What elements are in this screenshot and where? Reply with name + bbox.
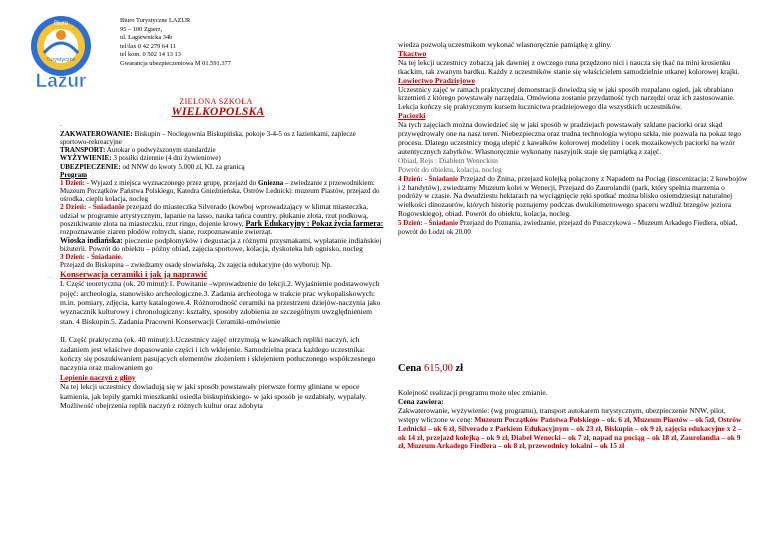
return-text: Powrót do obiektu, kolacja, nocleg xyxy=(398,164,502,174)
program-heading: Program xyxy=(60,170,88,179)
agency-line: tel kom. 0 502 14 13 13 xyxy=(120,51,181,59)
day2-label: 2 Dzień: xyxy=(60,202,87,212)
hunting-text: Uczestnicy zajęć w ramach praktycznej demonstracji dowiedzą się w jaki sposób rozpalano ogień, jak obrabiano krzemień z którego powstawały narzędzia. Omówiona zostanie przydatność tych narzędzi oraz ich zastosowanie. Lekcja kończy się praktycznym kursem łucznictwa pradziejowego dla wszystkich uczestników. xyxy=(398,84,735,112)
price-line xyxy=(398,363,463,374)
price-label: Cena xyxy=(398,363,424,374)
day1-label: 1 Dzień: xyxy=(60,178,86,187)
day3-text: Przejazd do Biskupina – zwiedzamy osadę słowiańską, 2x zajęcia edukacyjne (do wyboru): Np. xyxy=(60,261,332,270)
accommodation-text: Biskupin – Noclegownia Biskupińska, pokoje 3-4-5 os z łazienkami, zaplecze sportowo-rekreacyjne xyxy=(60,130,356,147)
weaving-heading: Tkactwo xyxy=(398,48,427,58)
day4-breakfast: - Śniadanie xyxy=(422,174,459,183)
includes-paragraph xyxy=(398,407,748,452)
beads-heading: Paciorki xyxy=(398,111,426,121)
logo-graphic xyxy=(24,13,98,93)
day3-breakfast: - Śniadanie. xyxy=(85,253,123,262)
agency-line: Biuro Turystyczne LAZUR xyxy=(120,17,191,24)
accommodation-label: ZAKWATEROWANIE: xyxy=(60,130,133,138)
day1-paragraph xyxy=(60,179,386,203)
included-list: – ok. 6 zł, Muzeum Piastów – ok 5zł, Ostrów Lednicki – ok 6 zł, Silverado z Parkiem Edukacyjnym – ok 23 zł, Biskupin – ok 9 zł, zajęcia edukacyjne x 2 – ok 14 zł, przejazd kolejką – ok 9 zł, Diabeł Wenecki – ok 7 zł, napad na pociąg – ok 18 zł, Zaurolandia – ok 9 zł, Muzeum Arkadego Fiedlera – ok 8 zł, przewodnicy lokalni – ok 15 zł xyxy=(398,414,742,451)
accommodation-paragraph xyxy=(60,130,386,146)
dash-mark: - xyxy=(60,124,62,129)
insurance-text: od NNW do kwoty 5.000 zł, KL za granicą xyxy=(120,162,245,171)
clay-heading: Lepienie naczyń z gliny xyxy=(60,372,136,382)
ceramics-heading: Konserwacja ceramiki i jak ją naprawić xyxy=(60,268,208,279)
agency-contact xyxy=(120,17,231,69)
lunch-cruise: Obiad, Rejs : Diabłem Weneckim xyxy=(398,155,498,165)
transport-text: Autokar o podwyższonym standardzie xyxy=(105,146,216,155)
day3-heading xyxy=(60,253,386,261)
hunting-heading: Łowiectwo Pradziejowe xyxy=(398,75,475,85)
logo-brand: Lazur xyxy=(35,71,87,92)
agency-line: Gwarancja ubezpieczeniowa M 01.591.377 xyxy=(120,59,231,67)
agency-line: tel/fax 0 42 279 64 11 xyxy=(120,42,177,50)
left-column xyxy=(60,123,386,410)
logo-arc-text: Turystyczne xyxy=(46,57,76,63)
day4-label: 4 Dzień: xyxy=(398,174,423,183)
includes-text: Zakwaterowanie, wyżywienie: (wg programu), transport autokarem turystycznym, ubezpieczenie NNW, pilot, wstępy wliczone w cenę: xyxy=(398,405,726,424)
region-heading: WIELKOPOLSKA xyxy=(171,106,265,118)
insurance-paragraph xyxy=(60,163,386,171)
day2-text2: rozpoznawanie ziaren płodów rolnych, siane, rozpoznawanie zwierząt. xyxy=(60,227,273,237)
clay-continued: wiedza pozwolą uczestnikom wykonać własnoręcznie pamiątkę z gliny. xyxy=(398,40,612,49)
agency-line: ul. Łagiewnicka 34b xyxy=(120,34,173,42)
transport-paragraph xyxy=(60,146,386,154)
park-title: Park Edukacyjny : Pokaz życia farmera: xyxy=(245,219,384,228)
clay-text: Na tej lekcji uczestnicy dowiadują się w jaki sposób powstawały pierwsze formy gliniane w epoce kamienia, jak lepiły garnki mieszkanki osiedla biskupińskiego- w jaki sposób je ozdabiały, wypalały. Możliwość obejrzenia replik naczyń z różnych kultur oraz zdobyta xyxy=(60,382,367,410)
village-text: pieczenie podpłomyków i degustacja z różnymi przysmakami, wyplatanie indiańskiej biżuterii. Powrót do obiektu – późny obiad, zajęcia sportowe, kolacja, dyskoteka lub ognisko, nocleg xyxy=(60,235,382,253)
spacer xyxy=(60,326,386,335)
day3-label: 3 Dzień: xyxy=(60,253,86,262)
day5-text: Przejazd do Poznania, zwiedzanie, przejazd do Puszczykowa – Muzeum Arkadego Fiedlera, obiad, powrót do Łodzi ok 20.00 xyxy=(398,219,738,236)
day4-text: Przejazd do Żnina, przejazd kolejką połączony z Napadem na Pociąg (inscenizacja: 2 kowbojów i 2 bandytów), zwiedzamy Muzeum kolei w Wenecji, Przejazd do Zaurolandii (park, który spełnia marzenia o podróży w czasie. Na dwudziestu hektarach na wyciągnięcie ręki spotkać można blisko osiemdziesiąt naturalnej wielkości dinozaurów, których historię poznajemy podczas dwukilometrowego spaceru wzdłuż brzegów jeziora Rogowskiego), obiad. Powrót do obiektu, kolacja, nocleg. xyxy=(398,173,748,219)
day5-breakfast: - Śniadanie xyxy=(422,219,459,228)
terms-section xyxy=(398,389,748,451)
right-column xyxy=(398,41,748,236)
village-paragraph xyxy=(60,237,386,254)
agency-line: 95 – 100 Zgierz, xyxy=(120,25,163,33)
day1-text: - Wyjazd z miejsca wyznaczonego przez grupę, przejazd do xyxy=(85,178,258,187)
zielona-szkola-heading: ZIELONA SZKOŁA xyxy=(179,97,253,106)
day1-text2: – zwiedzanie z przewodnikiem: Muzeum Początków Państwa Polskiego, Katedra Gnieźnieńska, Ostrów Lednicki: muzeum Piastów, przejazd do ośrodka, cieplu kolacja, nocleg xyxy=(60,178,380,204)
price-amount: 615,00 xyxy=(423,363,453,374)
day2-text: przejazd do miasteczka Silverado (kowboj wprowadzający w klimat miasteczka, udział w programie artystycznym, łapanie na lasso, nauka tańca country, płukanie złota, rzut podkową, poszukiwanie złota na miasteczku, rzut ringo, dojenie krowy, xyxy=(60,202,369,228)
weaving-text: Na tej lekcji uczestnicy zobaczą jak dawniej z owczego runa przędzono nici i naucza się tkać na mini krosienku tkackim, tak zwanym bardku. Każdy z uczestników stanie się właścicielem samodzielnie utkanej kolorowej krajki. xyxy=(398,57,740,76)
day5-paragraph xyxy=(398,219,748,236)
includes-label: Cena zawiera: xyxy=(398,396,444,406)
day5-label: 5 Dzień: xyxy=(398,219,423,228)
price-currency: zł xyxy=(452,363,464,374)
day1-gniezno: Gniezna xyxy=(258,178,284,187)
lazur-logo xyxy=(24,13,98,93)
beads-text: Na tych zajęciach można dowiedzieć się w jaki sposób w pradziejach powstawały szklane paciorki oraz skąd przywędrowały one na nasz teren. Niebezpieczna oraz trudna technologia wytopu szkła, nie pozwala na pokaz tego procesu. Dlatego uczestnicy mogą ulepić z kawałków kolorowej modeliny i ocek mozaikowych paciorki na wzór autentycznych zabytków. Własnoręcznie wykonany naszyjnik staje się pamiątką z zajęć. xyxy=(398,120,742,156)
village-title: Wioska indiańska: xyxy=(60,235,123,245)
transport-label: TRANSPORT: xyxy=(60,146,106,155)
meals-paragraph xyxy=(60,154,386,162)
day4-paragraph xyxy=(398,175,748,220)
meals-label: WYŻYWIENIE: xyxy=(60,154,112,163)
included-museum: Muzeum Początków Państwa Polskiego xyxy=(474,414,600,424)
day2-breakfast: - Śniadanie xyxy=(86,202,125,212)
order-note: Kolejność realizacji programu może ulec zmianie. xyxy=(398,388,548,397)
practical-text: II. Część praktyczna (ok. 40 minut):1.Uczestnicy zajęć otrzymują w kawałkach repliki naczyń, ich zadaniem jest właściwe dopasowanie części i ich wklejenie. Samodzielna praca każdego uczestnika: kończy się poszukiwaniem pasujących elementów złożeniem i sklejeniem potłuczonego współczesnego naczynia oraz malowaniem go xyxy=(60,335,376,373)
day2-paragraph xyxy=(60,203,386,236)
insurance-label: UBEZPIECZENIE: xyxy=(60,162,121,171)
logo-top-text: Biuro xyxy=(53,21,69,27)
ceramics-text: I. Część teoretyczna (ok. 20 minut):1. Powitanie –wprowadzenie do lekcji.2. Wyjaśnienie podstawowych pojęć: archeologia, stanowisko archeologiczne.3. Zadania archeologa w trakcie prac wykopaliskowych: m.in. pomiary, zdjęcia, karty katalogowe.4. Różnorodność ceramiki na przestrzeni dziejów-naczynia jako wyznacznik kulturowy i chronologiczny: kształty, sposoby zdobienia ze szczególnym uwzględnieniem stan. 4 Biskupin.5. Zadania Pracowni Konserwacji Ceramiki-omówienie xyxy=(60,279,381,326)
meals-text: 3 posiłki dziennie (4 dni żywieniowe) xyxy=(111,154,221,163)
